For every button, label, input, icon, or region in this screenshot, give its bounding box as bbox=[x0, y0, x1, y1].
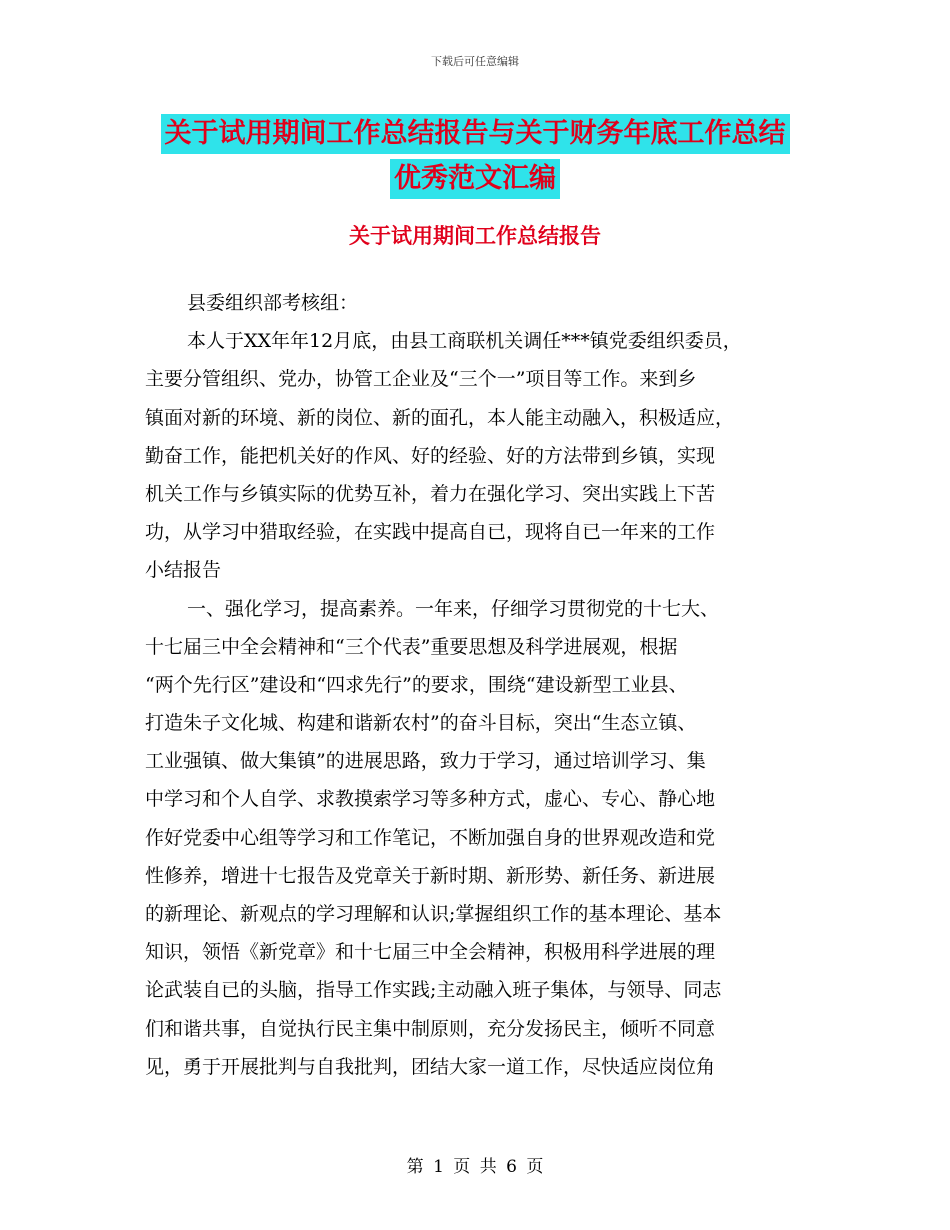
body-line: 县委组织部考核组： bbox=[187, 292, 359, 314]
body-line: 知识，领悟《新党章》和十七届三中全会精神，积极用科学进展的理 bbox=[145, 941, 716, 964]
body-line: 一、强化学习，提高素养。一年来，仔细学习贯彻党的十七大、 bbox=[187, 597, 720, 620]
body-line: 作好党委中心组等学习和工作笔记，不断加强自身的世界观改造和党 bbox=[145, 826, 716, 849]
body-line: 机关工作与乡镇实际的优势互补，着力在强化学习、突出实践上下苦 bbox=[145, 482, 716, 505]
body-line: 的新理论、新观点的学习理解和认识;掌握组织工作的基本理论、基本 bbox=[145, 903, 722, 925]
body-line: 小结报告 bbox=[145, 559, 222, 582]
header-note: 下载后可任意编辑 bbox=[431, 55, 519, 68]
section-title: 关于试用期间工作总结报告 bbox=[349, 224, 601, 248]
body-line: 本人于XX年年12月底，由县工商联机关调任***镇党委组织委员， bbox=[187, 330, 742, 353]
main-title bbox=[0, 112, 950, 202]
main-title-line-2: 优秀范文汇编 bbox=[390, 159, 560, 199]
body-line: 打造朱子文化城、构建和谐新农村”的奋斗目标，突出“生态立镇、 bbox=[145, 712, 697, 735]
body-line: 勤奋工作，能把机关好的作风、好的经验、好的方法带到乡镇，实现 bbox=[145, 444, 716, 467]
body-line: 工业强镇、做大集镇”的进展思路，致力于学习，通过培训学习、集 bbox=[145, 750, 706, 773]
main-title-line-1: 关于试用期间工作总结报告与关于财务年底工作总结 bbox=[161, 114, 790, 154]
page-footer: 第 1 页 共 6 页 bbox=[406, 1157, 544, 1177]
body-line: 十七届三中全会精神和“三个代表”重要思想及科学进展观，根据 bbox=[145, 635, 678, 658]
body-text bbox=[145, 284, 813, 1086]
body-line: 们和谐共事，自觉执行民主集中制原则，充分发扬民主，倾听不同意 bbox=[145, 1017, 716, 1040]
body-line: 镇面对新的环境、新的岗位、新的面孔，本人能主动融入，积极适应， bbox=[145, 406, 735, 429]
body-line: “两个先行区”建设和“四求先行”的要求，围绕“建设新型工业县、 bbox=[145, 673, 688, 696]
body-line: 论武装自已的头脑，指导工作实践;主动融入班子集体，与领导、同志 bbox=[145, 979, 722, 1002]
body-line: 功，从学习中猎取经验，在实践中提高自已，现将自已一年来的工作 bbox=[145, 521, 716, 544]
body-line: 中学习和个人自学、求教摸索学习等多种方式，虚心、专心、静心地 bbox=[145, 788, 716, 811]
body-line: 见，勇于开展批判与自我批判，团结大家一道工作，尽快适应岗位角 bbox=[145, 1055, 716, 1078]
body-line: 主要分管组织、党办，协管工企业及“三个一”项目等工作。来到乡 bbox=[145, 368, 697, 391]
body-line: 性修养，增进十七报告及党章关于新时期、新形势、新任务、新进展 bbox=[145, 864, 716, 887]
